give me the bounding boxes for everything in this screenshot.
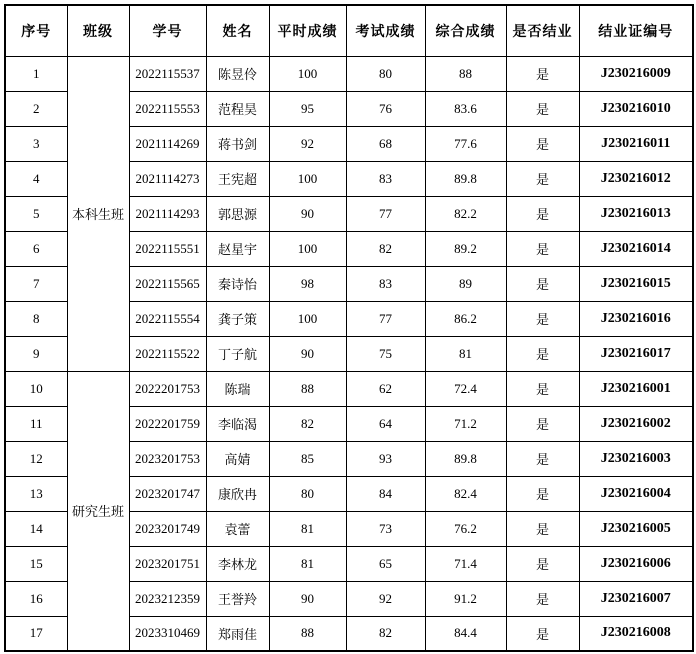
completed-cell: 是 (506, 161, 579, 196)
exam-score-cell: 76 (346, 91, 425, 126)
certificate-no-cell: J230216001 (579, 371, 693, 406)
regular-score-cell: 81 (269, 511, 346, 546)
exam-score-cell: 82 (346, 231, 425, 266)
name-cell: 秦诗怡 (206, 266, 269, 301)
header-exam-score: 考试成绩 (346, 5, 425, 56)
serial-cell: 11 (5, 406, 67, 441)
serial-cell: 4 (5, 161, 67, 196)
student-id-cell: 2023212359 (129, 581, 206, 616)
exam-score-cell: 92 (346, 581, 425, 616)
student-id-cell: 2023310469 (129, 616, 206, 651)
name-cell: 蒋书剑 (206, 126, 269, 161)
certificate-no-cell: J230216005 (579, 511, 693, 546)
student-id-cell: 2022201759 (129, 406, 206, 441)
certificate-no-cell: J230216008 (579, 616, 693, 651)
student-id-cell: 2022115522 (129, 336, 206, 371)
completed-cell: 是 (506, 126, 579, 161)
completed-cell: 是 (506, 91, 579, 126)
certificate-no-cell: J230216012 (579, 161, 693, 196)
completed-cell: 是 (506, 266, 579, 301)
exam-score-cell: 75 (346, 336, 425, 371)
regular-score-cell: 98 (269, 266, 346, 301)
name-cell: 赵星宇 (206, 231, 269, 266)
regular-score-cell: 85 (269, 441, 346, 476)
exam-score-cell: 73 (346, 511, 425, 546)
overall-score-cell: 76.2 (425, 511, 506, 546)
exam-score-cell: 93 (346, 441, 425, 476)
overall-score-cell: 91.2 (425, 581, 506, 616)
student-id-cell: 2023201751 (129, 546, 206, 581)
certificate-no-cell: J230216015 (579, 266, 693, 301)
certificate-no-cell: J230216010 (579, 91, 693, 126)
serial-cell: 12 (5, 441, 67, 476)
student-id-cell: 2022115537 (129, 56, 206, 91)
header-student-id: 学号 (129, 5, 206, 56)
completed-cell: 是 (506, 301, 579, 336)
certificate-no-cell: J230216016 (579, 301, 693, 336)
regular-score-cell: 90 (269, 196, 346, 231)
header-class: 班级 (67, 5, 129, 56)
student-id-cell: 2023201749 (129, 511, 206, 546)
exam-score-cell: 82 (346, 616, 425, 651)
name-cell: 郭思源 (206, 196, 269, 231)
certificate-no-cell: J230216003 (579, 441, 693, 476)
name-cell: 陈昱伶 (206, 56, 269, 91)
overall-score-cell: 71.2 (425, 406, 506, 441)
student-id-cell: 2022115565 (129, 266, 206, 301)
regular-score-cell: 95 (269, 91, 346, 126)
serial-cell: 15 (5, 546, 67, 581)
exam-score-cell: 68 (346, 126, 425, 161)
header-name: 姓名 (206, 5, 269, 56)
certificate-no-cell: J230216002 (579, 406, 693, 441)
serial-cell: 3 (5, 126, 67, 161)
completed-cell: 是 (506, 581, 579, 616)
completed-cell: 是 (506, 336, 579, 371)
serial-cell: 5 (5, 196, 67, 231)
certificate-no-cell: J230216004 (579, 476, 693, 511)
regular-score-cell: 100 (269, 301, 346, 336)
overall-score-cell: 89.8 (425, 161, 506, 196)
name-cell: 龚子策 (206, 301, 269, 336)
completed-cell: 是 (506, 196, 579, 231)
name-cell: 丁子航 (206, 336, 269, 371)
exam-score-cell: 80 (346, 56, 425, 91)
certificate-no-cell: J230216013 (579, 196, 693, 231)
student-id-cell: 2022201753 (129, 371, 206, 406)
serial-cell: 17 (5, 616, 67, 651)
exam-score-cell: 77 (346, 196, 425, 231)
overall-score-cell: 83.6 (425, 91, 506, 126)
regular-score-cell: 100 (269, 231, 346, 266)
name-cell: 康欣冉 (206, 476, 269, 511)
class-group-cell: 研究生班 (67, 371, 129, 651)
overall-score-cell: 89 (425, 266, 506, 301)
certificate-no-cell: J230216006 (579, 546, 693, 581)
completed-cell: 是 (506, 441, 579, 476)
exam-score-cell: 83 (346, 266, 425, 301)
student-id-cell: 2021114273 (129, 161, 206, 196)
regular-score-cell: 100 (269, 56, 346, 91)
exam-score-cell: 83 (346, 161, 425, 196)
certificate-no-cell: J230216014 (579, 231, 693, 266)
overall-score-cell: 72.4 (425, 371, 506, 406)
regular-score-cell: 92 (269, 126, 346, 161)
regular-score-cell: 80 (269, 476, 346, 511)
serial-cell: 16 (5, 581, 67, 616)
header-completed: 是否结业 (506, 5, 579, 56)
name-cell: 高婧 (206, 441, 269, 476)
regular-score-cell: 81 (269, 546, 346, 581)
overall-score-cell: 89.2 (425, 231, 506, 266)
completed-cell: 是 (506, 476, 579, 511)
header-serial: 序号 (5, 5, 67, 56)
completed-cell: 是 (506, 511, 579, 546)
name-cell: 李林龙 (206, 546, 269, 581)
student-id-cell: 2021114293 (129, 196, 206, 231)
table-row (5, 371, 693, 406)
certificate-no-cell: J230216011 (579, 126, 693, 161)
overall-score-cell: 88 (425, 56, 506, 91)
serial-cell: 10 (5, 371, 67, 406)
regular-score-cell: 88 (269, 616, 346, 651)
name-cell: 李临渴 (206, 406, 269, 441)
table-row (5, 56, 693, 91)
regular-score-cell: 82 (269, 406, 346, 441)
serial-cell: 7 (5, 266, 67, 301)
exam-score-cell: 65 (346, 546, 425, 581)
overall-score-cell: 82.2 (425, 196, 506, 231)
name-cell: 王宪超 (206, 161, 269, 196)
certificate-no-cell: J230216007 (579, 581, 693, 616)
completed-cell: 是 (506, 371, 579, 406)
serial-cell: 14 (5, 511, 67, 546)
name-cell: 郑雨佳 (206, 616, 269, 651)
name-cell: 陈瑞 (206, 371, 269, 406)
student-id-cell: 2022115554 (129, 301, 206, 336)
overall-score-cell: 77.6 (425, 126, 506, 161)
overall-score-cell: 89.8 (425, 441, 506, 476)
header-certificate-no: 结业证编号 (579, 5, 693, 56)
regular-score-cell: 100 (269, 161, 346, 196)
completed-cell: 是 (506, 56, 579, 91)
overall-score-cell: 71.4 (425, 546, 506, 581)
name-cell: 范程昊 (206, 91, 269, 126)
header-overall-score: 综合成绩 (425, 5, 506, 56)
exam-score-cell: 62 (346, 371, 425, 406)
regular-score-cell: 88 (269, 371, 346, 406)
student-id-cell: 2022115551 (129, 231, 206, 266)
grades-table (4, 4, 694, 652)
serial-cell: 8 (5, 301, 67, 336)
exam-score-cell: 64 (346, 406, 425, 441)
serial-cell: 2 (5, 91, 67, 126)
completed-cell: 是 (506, 546, 579, 581)
exam-score-cell: 84 (346, 476, 425, 511)
header-regular-score: 平时成绩 (269, 5, 346, 56)
student-id-cell: 2022115553 (129, 91, 206, 126)
serial-cell: 9 (5, 336, 67, 371)
certificate-no-cell: J230216017 (579, 336, 693, 371)
serial-cell: 1 (5, 56, 67, 91)
student-id-cell: 2023201753 (129, 441, 206, 476)
class-group-cell: 本科生班 (67, 56, 129, 371)
name-cell: 袁蕾 (206, 511, 269, 546)
completed-cell: 是 (506, 231, 579, 266)
certificate-no-cell: J230216009 (579, 56, 693, 91)
serial-cell: 6 (5, 231, 67, 266)
regular-score-cell: 90 (269, 581, 346, 616)
overall-score-cell: 84.4 (425, 616, 506, 651)
completed-cell: 是 (506, 406, 579, 441)
exam-score-cell: 77 (346, 301, 425, 336)
completed-cell: 是 (506, 616, 579, 651)
overall-score-cell: 82.4 (425, 476, 506, 511)
table-body (5, 56, 693, 651)
overall-score-cell: 86.2 (425, 301, 506, 336)
serial-cell: 13 (5, 476, 67, 511)
regular-score-cell: 90 (269, 336, 346, 371)
header-row (5, 5, 693, 56)
name-cell: 王誉羚 (206, 581, 269, 616)
overall-score-cell: 81 (425, 336, 506, 371)
student-id-cell: 2023201747 (129, 476, 206, 511)
student-id-cell: 2021114269 (129, 126, 206, 161)
